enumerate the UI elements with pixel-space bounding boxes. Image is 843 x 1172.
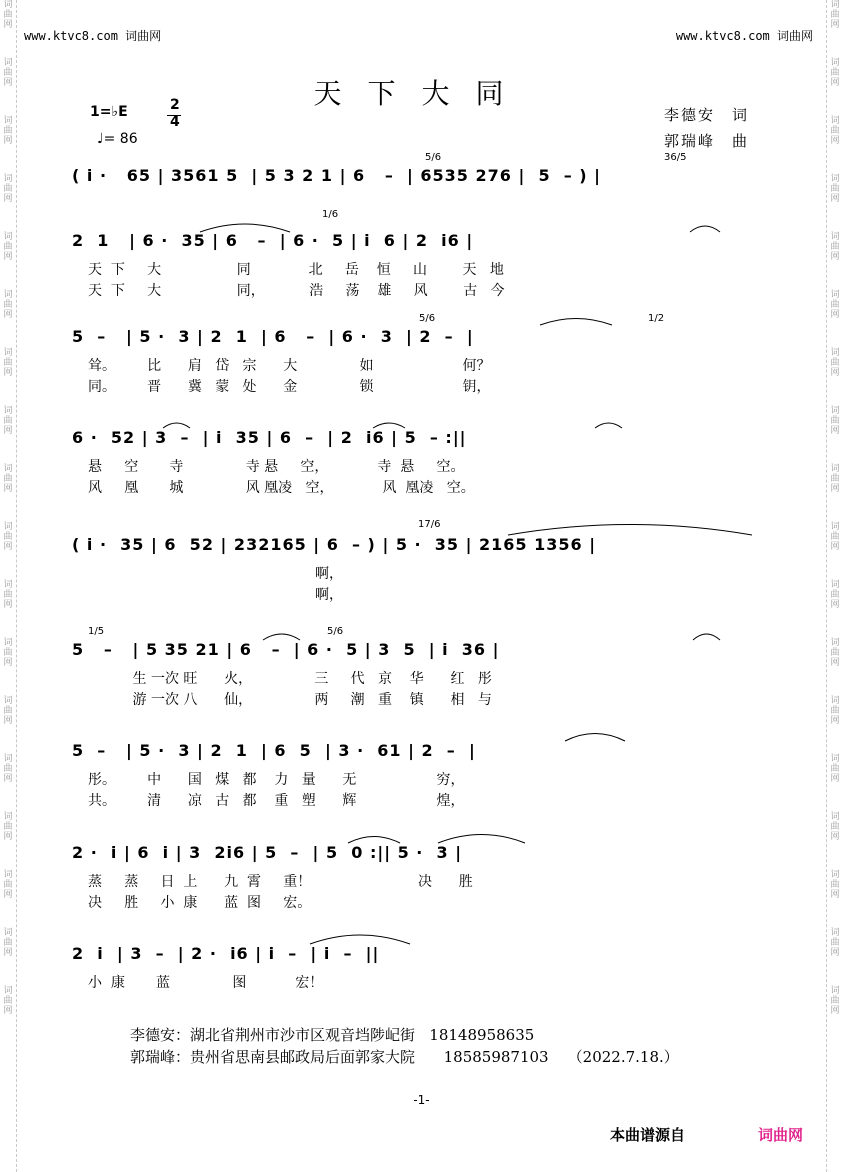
watermark-glyph: 曲 xyxy=(830,474,840,484)
lyricist-credit: 李德安 词 xyxy=(664,106,750,124)
watermark-glyph: 网 xyxy=(830,426,840,436)
watermark-glyph: 词 xyxy=(3,174,13,184)
watermark-glyph: 曲 xyxy=(3,416,13,426)
watermark-glyph: 曲 xyxy=(3,10,13,20)
grace-note-mark: 5/6 xyxy=(425,152,442,163)
watermark-glyph: 曲 xyxy=(3,184,13,194)
watermark-glyph: 网 xyxy=(3,600,13,610)
source-label: 本曲谱源自 xyxy=(610,1126,686,1144)
slur-arc xyxy=(565,734,625,742)
lyrics-line: 啊， xyxy=(88,566,343,582)
watermark-glyph: 网 xyxy=(3,774,13,784)
watermark-glyph: 网 xyxy=(3,484,13,494)
grace-note-mark: 5/6 xyxy=(419,313,436,324)
watermark-glyph: 网 xyxy=(3,194,13,204)
lyrics-line: 天 下 大 同 北 岳 恒 山 天 地 xyxy=(88,262,504,278)
watermark-glyph: 曲 xyxy=(830,938,840,948)
watermark-glyph: 曲 xyxy=(3,474,13,484)
watermark-glyph: 词 xyxy=(3,58,13,68)
lyrics-line: 耸。 比 肩 岱 宗 大 如 何？ xyxy=(88,358,491,374)
lyrics-line: 生 一次 旺 火， 三 代 京 华 红 彤 xyxy=(88,671,492,687)
watermark-glyph: 网 xyxy=(3,136,13,146)
page-number: -1- xyxy=(413,1093,430,1107)
slur-arc xyxy=(263,634,300,640)
lyrics-line: 天 下 大 同， 浩 荡 雄 风 古 今 xyxy=(88,283,505,299)
slur-arc xyxy=(508,525,752,536)
watermark-glyph: 词 xyxy=(830,290,840,300)
grace-note-mark: 5/6 xyxy=(327,626,344,637)
slur-arc xyxy=(348,837,400,844)
lyrics-line: 决 胜 小 康 蓝 图 宏。 xyxy=(88,895,312,911)
watermark-glyph: 词 xyxy=(3,522,13,532)
watermark-glyph: 网 xyxy=(3,948,13,958)
watermark-glyph: 网 xyxy=(830,20,840,30)
watermark-glyph: 词 xyxy=(3,464,13,474)
watermark-glyph: 词 xyxy=(3,0,13,10)
watermark-glyph: 词 xyxy=(830,580,840,590)
watermark-glyph: 网 xyxy=(3,542,13,552)
watermark-glyph: 词 xyxy=(830,870,840,880)
watermark-glyph: 网 xyxy=(830,136,840,146)
watermark-glyph: 词 xyxy=(830,986,840,996)
lyrics-line: 蒸 蒸 日 上 九 霄 重！ 决 胜 xyxy=(88,874,473,890)
watermark-glyph: 曲 xyxy=(830,590,840,600)
tempo-mark: ♩= 86 xyxy=(97,131,138,147)
watermark-glyph: 词 xyxy=(830,928,840,938)
watermark-glyph: 曲 xyxy=(3,532,13,542)
watermark-glyph: 网 xyxy=(3,832,13,842)
lyrics-line: 游 一次 八 仙， 两 潮 重 镇 相 与 xyxy=(88,692,492,708)
watermark-glyph: 词 xyxy=(3,928,13,938)
time-signature-top: 2 xyxy=(170,97,180,113)
watermark-glyph: 网 xyxy=(3,890,13,900)
watermark-glyph: 曲 xyxy=(3,242,13,252)
watermark-glyph: 网 xyxy=(830,658,840,668)
watermark-glyph: 词 xyxy=(830,464,840,474)
watermark-glyph: 网 xyxy=(3,310,13,320)
grace-note-mark: 1/2 xyxy=(648,313,665,324)
watermark-glyph: 曲 xyxy=(3,68,13,78)
watermark-glyph: 曲 xyxy=(830,126,840,136)
watermark-glyph: 网 xyxy=(3,426,13,436)
lyrics-line: 啊， xyxy=(88,587,343,603)
slur-arc xyxy=(690,226,720,232)
watermark-glyph: 词 xyxy=(830,696,840,706)
watermark-glyph: 网 xyxy=(3,716,13,726)
watermark-glyph: 曲 xyxy=(830,996,840,1006)
watermark-glyph: 曲 xyxy=(3,822,13,832)
watermark-glyph: 词 xyxy=(3,754,13,764)
watermark-glyph: 曲 xyxy=(3,358,13,368)
watermark-glyph: 曲 xyxy=(830,706,840,716)
notes-line: 2 i | 3 – | 2 · i6 | i – | i – || xyxy=(72,944,380,963)
watermark-glyph: 曲 xyxy=(3,996,13,1006)
slur-arc xyxy=(540,319,612,326)
watermark-glyph: 词 xyxy=(3,986,13,996)
watermark-glyph: 曲 xyxy=(3,880,13,890)
watermark-glyph: 曲 xyxy=(830,648,840,658)
slur-arc xyxy=(310,935,410,944)
watermark-glyph: 词 xyxy=(830,754,840,764)
watermark-glyph: 词 xyxy=(830,174,840,184)
watermark-glyph: 词 xyxy=(3,812,13,822)
watermark-glyph: 网 xyxy=(3,658,13,668)
watermark-glyph: 曲 xyxy=(830,416,840,426)
watermark-glyph: 网 xyxy=(3,252,13,262)
notes-line: 2 1 | 6 · 35 | 6 – | 6 · 5 | i 6 | 2 i6 | xyxy=(72,231,474,250)
watermark-glyph: 网 xyxy=(830,484,840,494)
watermark-glyph: 词 xyxy=(830,58,840,68)
notes-line: ( i · 65 | 3561 5 | 5 3 2 1 | 6 – | 6535 276 | 5 – ) | xyxy=(72,166,602,185)
watermark-glyph: 曲 xyxy=(830,300,840,310)
watermark-glyph: 词 xyxy=(3,696,13,706)
slur-arc xyxy=(595,423,622,428)
slur-arc xyxy=(163,423,190,428)
contact-lyricist: 李德安：湖北省荆州市沙市区观音垱陟屺街 18148958635 xyxy=(130,1026,535,1044)
notes-line: 5 – | 5 · 3 | 2 1 | 6 – | 6 · 3 | 2 – | xyxy=(72,327,474,346)
header-site-right[interactable]: www.ktvc8.com 词曲网 xyxy=(675,29,813,43)
watermark-glyph: 网 xyxy=(830,948,840,958)
watermark-glyph: 词 xyxy=(3,290,13,300)
notes-line: 5 – | 5 35 21 | 6 – | 6 · 5 | 3 5 | i 36 | xyxy=(72,640,500,659)
watermark-glyph: 网 xyxy=(830,890,840,900)
watermark-glyph: 曲 xyxy=(830,68,840,78)
watermark-glyph: 词 xyxy=(3,348,13,358)
watermark-glyph: 曲 xyxy=(830,822,840,832)
watermark-glyph: 网 xyxy=(830,252,840,262)
watermark-glyph: 曲 xyxy=(830,242,840,252)
watermark-glyph: 曲 xyxy=(830,764,840,774)
watermark-glyph: 网 xyxy=(830,194,840,204)
watermark-glyph: 网 xyxy=(3,20,13,30)
watermark-glyph: 网 xyxy=(830,542,840,552)
watermark-glyph: 曲 xyxy=(3,300,13,310)
notes-line: 2 · i | 6 i | 3 2i6 | 5 – | 5 0 :|| 5 · 3 | xyxy=(72,843,463,862)
watermark-glyph: 曲 xyxy=(3,706,13,716)
slur-arc xyxy=(200,224,290,232)
grace-note-mark: 1/6 xyxy=(322,209,339,220)
watermark-glyph: 曲 xyxy=(830,184,840,194)
watermark-glyph: 词 xyxy=(3,580,13,590)
watermark-glyph: 曲 xyxy=(3,938,13,948)
watermark-glyph: 网 xyxy=(3,1006,13,1016)
watermark-glyph: 网 xyxy=(830,1006,840,1016)
watermark-glyph: 词 xyxy=(830,232,840,242)
lyrics-line: 同。 晋 冀 蒙 处 金 锁 钥， xyxy=(88,379,491,395)
slur-arc xyxy=(438,835,525,844)
watermark-glyph: 词 xyxy=(830,348,840,358)
contact-composer: 郭瑞峰：贵州省思南县邮政局后面郭家大院 18585987103 （2022.7.18.） xyxy=(130,1048,679,1066)
watermark-glyph: 词 xyxy=(3,232,13,242)
watermark-glyph: 曲 xyxy=(830,880,840,890)
watermark-glyph: 网 xyxy=(830,832,840,842)
watermark-glyph: 网 xyxy=(830,368,840,378)
watermark-glyph: 词 xyxy=(830,406,840,416)
watermark-glyph: 网 xyxy=(3,368,13,378)
grace-note-mark: 1/5 xyxy=(88,626,105,637)
watermark-glyph: 词 xyxy=(3,870,13,880)
notes-line: 5 – | 5 · 3 | 2 1 | 6 5 | 3 · 61 | 2 – | xyxy=(72,741,476,760)
watermark-glyph: 网 xyxy=(830,78,840,88)
watermark-glyph: 词 xyxy=(3,638,13,648)
header-site-left[interactable]: www.ktvc8.com 词曲网 xyxy=(24,29,162,43)
song-title: 天下大同 xyxy=(313,77,530,110)
watermark-glyph: 词 xyxy=(830,638,840,648)
watermark-glyph: 词 xyxy=(3,406,13,416)
slur-arc xyxy=(693,634,720,640)
watermark-glyph: 词 xyxy=(830,522,840,532)
watermark-glyph: 词 xyxy=(830,0,840,10)
grace-note-mark: 36/5 xyxy=(664,152,687,163)
notes-line: 6 · 52 | 3 – | i 35 | 6 – | 2 i6 | 5 – :|| xyxy=(72,428,467,447)
watermark-glyph: 词 xyxy=(3,116,13,126)
watermark-glyph: 词 xyxy=(830,812,840,822)
notes-line: ( i · 35 | 6 52 | 232165 | 6 – ) | 5 · 35 | 2165 1356 | xyxy=(72,535,597,554)
watermark-glyph: 网 xyxy=(3,78,13,88)
watermark-glyph: 曲 xyxy=(830,532,840,542)
watermark-glyph: 曲 xyxy=(3,126,13,136)
watermark-glyph: 网 xyxy=(830,716,840,726)
watermark-glyph: 网 xyxy=(830,774,840,784)
watermark-glyph: 曲 xyxy=(830,10,840,20)
watermark-glyph: 网 xyxy=(830,310,840,320)
watermark-glyph: 词 xyxy=(830,116,840,126)
lyrics-line: 风 凰 城 风 凰凌 空， 风 凰凌 空。 xyxy=(88,480,475,496)
brand-link[interactable]: 词曲网 xyxy=(758,1126,804,1144)
slur-arc xyxy=(373,423,405,428)
watermark-glyph: 曲 xyxy=(3,764,13,774)
lyrics-line: 彤。 中 国 煤 都 力 量 无 穷， xyxy=(88,772,465,788)
time-signature-bottom: 4 xyxy=(170,114,180,130)
watermark-glyph: 网 xyxy=(830,600,840,610)
watermark-glyph: 曲 xyxy=(3,590,13,600)
lyrics-line: 共。 清 凉 古 都 重 塑 辉 煌， xyxy=(88,793,465,809)
watermark-glyph: 曲 xyxy=(3,648,13,658)
lyrics-line: 小 康 蓝 图 宏！ xyxy=(88,975,324,991)
lyrics-line: 悬 空 寺 寺 悬 空， 寺 悬 空。 xyxy=(88,459,465,475)
composer-credit: 郭瑞峰 曲 xyxy=(664,132,750,150)
grace-note-mark: 17/6 xyxy=(418,519,441,530)
watermark-glyph: 曲 xyxy=(830,358,840,368)
key-signature: 1=♭E xyxy=(90,104,128,120)
